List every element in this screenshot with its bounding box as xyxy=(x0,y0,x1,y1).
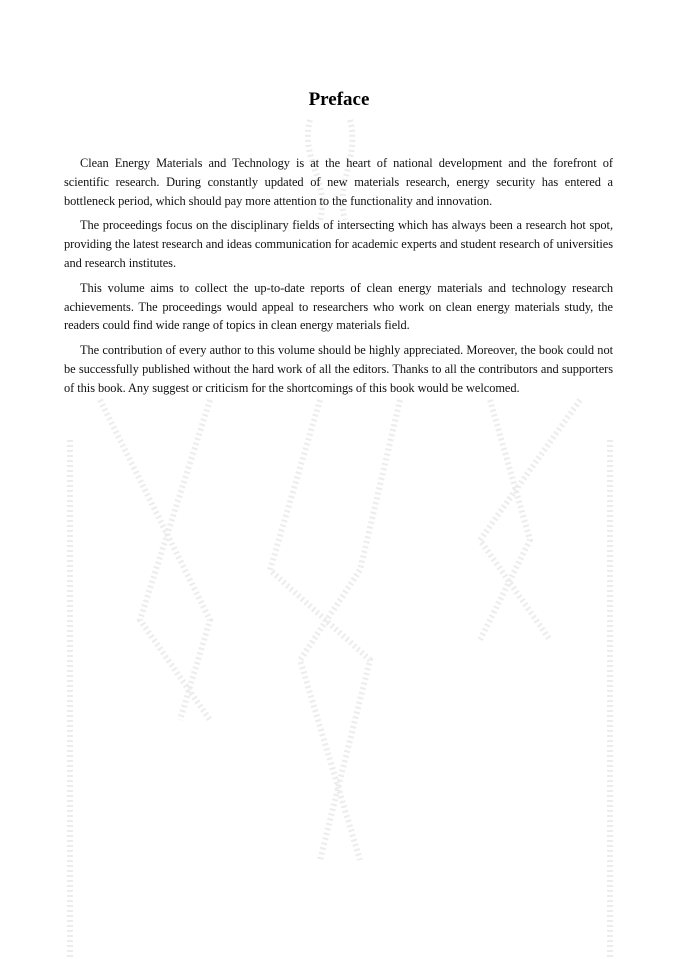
paragraph: Clean Energy Materials and Technology is at the heart of national development and the forefront of scientific research. During constantly updated of new materials research, energy security has entered a bottleneck period, which should pay more attention to the functionality and innovation. xyxy=(64,156,613,208)
paragraph: The contribution of every author to this volume should be highly appreciated. Moreover, the book could not be successfully published without the hard work of all the editors. Thanks to all the contributors and supporters of this book. Any suggest or criticism for the shortcomings of this book would be welcomed. xyxy=(64,343,613,395)
preface-body xyxy=(64,154,613,404)
paragraph: This volume aims to collect the up-to-date reports of clean energy materials and technology research achievements. The proceedings would appeal to researchers who work on clean energy materials study, the readers could find wide range of topics in clean energy materials field. xyxy=(64,280,613,333)
page-title: Preface xyxy=(308,89,370,110)
paragraph: The proceedings focus on the disciplinary fields of intersecting which has always been a research hot spot, providing the latest research and ideas communication for academic experts and student research of universities and research institutes. xyxy=(64,218,613,270)
